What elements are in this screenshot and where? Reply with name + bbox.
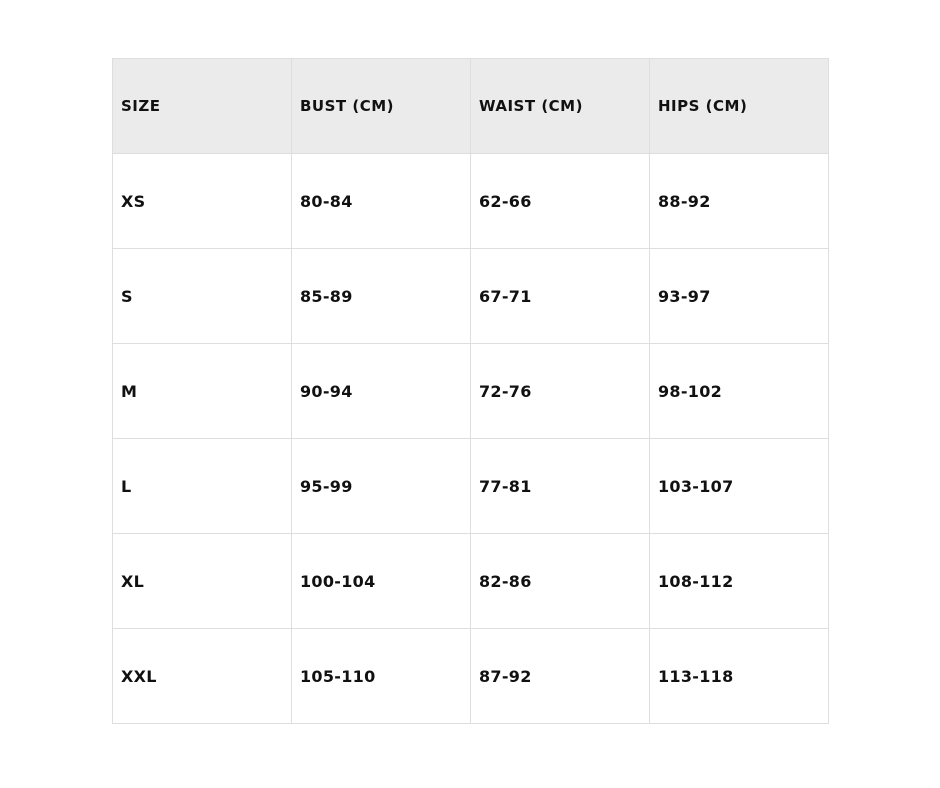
cell-waist: 77-81 <box>471 439 650 534</box>
cell-bust: 95-99 <box>292 439 471 534</box>
table-row <box>113 344 829 439</box>
cell-size: XXL <box>113 629 292 724</box>
cell-waist: 87-92 <box>471 629 650 724</box>
cell-hips: 103-107 <box>650 439 829 534</box>
cell-size: M <box>113 344 292 439</box>
table-row <box>113 154 829 249</box>
table-row <box>113 629 829 724</box>
table-row <box>113 249 829 344</box>
table-row <box>113 439 829 534</box>
size-chart-container <box>112 58 828 724</box>
cell-bust: 105-110 <box>292 629 471 724</box>
cell-hips: 113-118 <box>650 629 829 724</box>
cell-size: S <box>113 249 292 344</box>
cell-bust: 80-84 <box>292 154 471 249</box>
cell-waist: 72-76 <box>471 344 650 439</box>
cell-waist: 67-71 <box>471 249 650 344</box>
header-bust: BUST (CM) <box>292 59 471 154</box>
cell-hips: 93-97 <box>650 249 829 344</box>
table-row <box>113 534 829 629</box>
size-chart-body <box>113 154 829 724</box>
cell-size: L <box>113 439 292 534</box>
header-hips: HIPS (CM) <box>650 59 829 154</box>
header-row <box>113 59 829 154</box>
cell-size: XL <box>113 534 292 629</box>
cell-bust: 90-94 <box>292 344 471 439</box>
cell-bust: 85-89 <box>292 249 471 344</box>
size-chart-header <box>113 59 829 154</box>
cell-waist: 62-66 <box>471 154 650 249</box>
cell-waist: 82-86 <box>471 534 650 629</box>
header-waist: WAIST (CM) <box>471 59 650 154</box>
cell-hips: 88-92 <box>650 154 829 249</box>
cell-bust: 100-104 <box>292 534 471 629</box>
cell-size: XS <box>113 154 292 249</box>
size-chart-table <box>112 58 829 724</box>
cell-hips: 108-112 <box>650 534 829 629</box>
cell-hips: 98-102 <box>650 344 829 439</box>
header-size: SIZE <box>113 59 292 154</box>
